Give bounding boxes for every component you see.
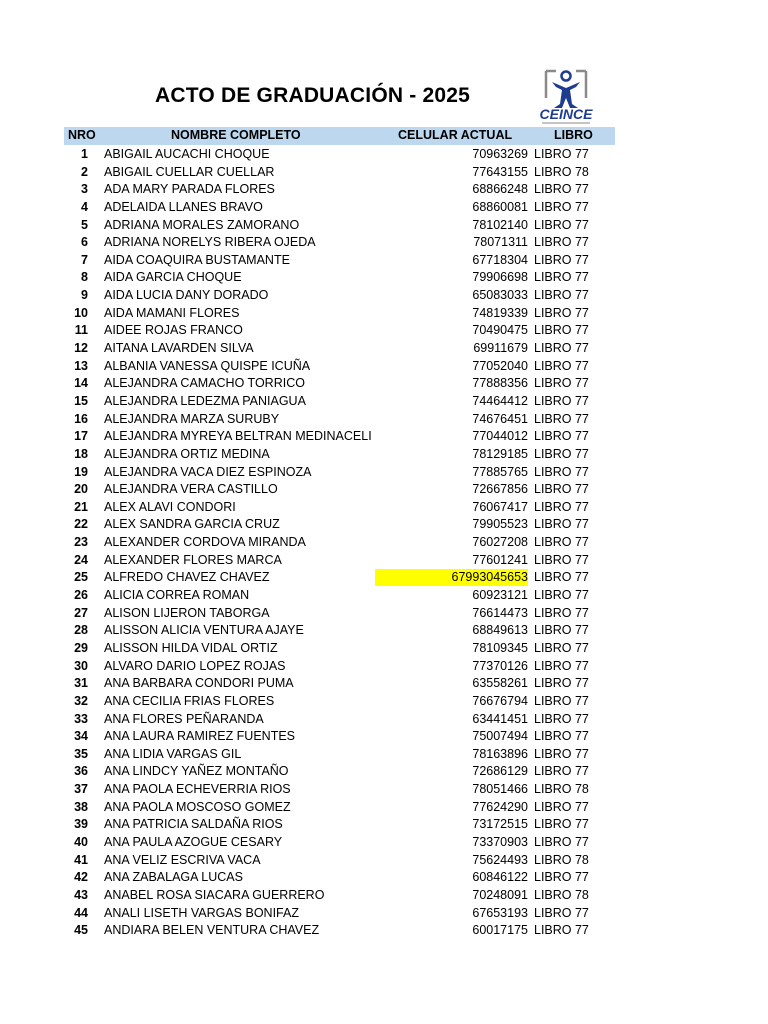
book-number: LIBRO 77	[534, 323, 589, 338]
header-nro: NRO	[68, 128, 96, 142]
row-number: 23	[74, 535, 88, 550]
full-name: ABIGAIL AUCACHI CHOQUE	[104, 147, 270, 161]
book-number: LIBRO 77	[534, 270, 589, 285]
row-number: 8	[81, 270, 88, 285]
full-name: ALICIA CORREA ROMAN	[104, 588, 250, 603]
full-name: ANA PAULA AZOGUE CESARY	[104, 834, 283, 849]
full-name: ANA BARBARA CONDORI PUMA	[104, 676, 294, 691]
row-number: 13	[74, 358, 88, 373]
full-name: ALISSON HILDA VIDAL ORTIZ	[104, 640, 278, 655]
table-row	[64, 640, 615, 658]
phone-number: 68849613	[472, 623, 528, 638]
row-number: 10	[74, 305, 88, 320]
full-name: ALEXANDER FLORES MARCA	[104, 552, 282, 567]
book-number: LIBRO 77	[534, 676, 589, 691]
phone-number: 67653193	[472, 905, 528, 920]
table-row	[64, 834, 615, 852]
phone-number: 73370903	[472, 834, 528, 849]
book-number: LIBRO 77	[534, 147, 589, 161]
header-celular: CELULAR ACTUAL	[398, 128, 513, 142]
book-number: LIBRO 77	[534, 358, 589, 373]
table-row	[64, 393, 615, 411]
phone-number: 78102140	[472, 217, 528, 232]
table-row	[64, 234, 615, 252]
phone-number: 70248091	[472, 887, 528, 902]
full-name: ALEJANDRA VERA CASTILLO	[104, 482, 278, 497]
full-name: ANA CECILIA FRIAS FLORES	[104, 693, 275, 708]
book-number: LIBRO 77	[534, 799, 589, 814]
phone-number: 78051466	[472, 782, 528, 797]
full-name: ADA MARY PARADA FLORES	[104, 182, 275, 197]
book-number: LIBRO 77	[534, 746, 589, 761]
table-row	[64, 587, 615, 605]
full-name: ALFREDO CHAVEZ CHAVEZ	[104, 570, 270, 585]
row-number: 45	[74, 923, 88, 938]
full-name: ALEX ALAVI CONDORI	[104, 499, 236, 514]
book-number: LIBRO 77	[534, 693, 589, 708]
full-name: ANA PATRICIA SALDAÑA RIOS	[104, 817, 283, 832]
table-row	[64, 693, 615, 711]
phone-number: 74819339	[472, 305, 528, 320]
row-number: 31	[74, 676, 88, 691]
row-number: 4	[81, 199, 88, 214]
table-row	[64, 287, 615, 305]
header-nombre: NOMBRE COMPLETO	[171, 128, 301, 142]
table-row	[64, 552, 615, 570]
row-number: 35	[74, 746, 88, 761]
row-number: 15	[74, 393, 88, 408]
book-number: LIBRO 77	[534, 535, 589, 550]
full-name: AIDA COAQUIRA BUSTAMANTE	[104, 252, 290, 267]
book-number: LIBRO 77	[534, 658, 589, 673]
phone-number: 76676794	[472, 693, 528, 708]
table-row	[64, 711, 615, 729]
book-number: LIBRO 77	[534, 764, 589, 779]
table-row	[64, 375, 615, 393]
phone-number: 63558261	[472, 676, 528, 691]
full-name: ALEJANDRA MYREYA BELTRAN MEDINACELI	[104, 429, 372, 444]
table-row	[64, 446, 615, 464]
phone-number: 67718304	[472, 252, 528, 267]
book-number: LIBRO 77	[534, 464, 589, 479]
full-name: ADELAIDA LLANES BRAVO	[104, 199, 263, 214]
phone-number: 70490475	[472, 323, 528, 338]
table-row	[64, 428, 615, 446]
phone-number: 60017175	[472, 923, 528, 938]
table-row	[64, 852, 615, 870]
full-name: AIDA MAMANI FLORES	[104, 305, 240, 320]
book-number: LIBRO 77	[534, 411, 589, 426]
book-number: LIBRO 77	[534, 235, 589, 250]
phone-number: 65083033	[472, 288, 528, 303]
full-name: AIDA GARCIA CHOQUE	[104, 270, 242, 285]
row-number: 43	[74, 887, 88, 902]
book-number: LIBRO 77	[534, 729, 589, 744]
table-row	[64, 322, 615, 340]
row-number: 32	[74, 693, 88, 708]
row-number: 1	[81, 147, 88, 161]
full-name: ANA LINDCY YAÑEZ MONTAÑO	[104, 764, 289, 779]
full-name: ANA LIDIA VARGAS GIL	[104, 746, 242, 761]
phone-number: 77624290	[472, 799, 528, 814]
row-number: 7	[81, 252, 88, 267]
table-row	[64, 199, 615, 217]
header-libro: LIBRO	[554, 128, 593, 142]
table-row	[64, 905, 615, 923]
book-number: LIBRO 78	[534, 852, 589, 867]
row-number: 36	[74, 764, 88, 779]
full-name: AITANA LAVARDEN SILVA	[104, 341, 254, 356]
full-name: ANA ZABALAGA LUCAS	[104, 870, 243, 885]
row-number: 5	[81, 217, 88, 232]
row-number: 26	[74, 588, 88, 603]
full-name: ANA LAURA RAMIREZ FUENTES	[104, 729, 296, 744]
full-name: ALEJANDRA MARZA SURUBY	[104, 411, 280, 426]
phone-number: 78129185	[472, 446, 528, 461]
phone-number: 77601241	[472, 552, 528, 567]
table-header	[64, 127, 615, 145]
book-number: LIBRO 77	[534, 834, 589, 849]
row-number: 17	[74, 429, 88, 444]
ceince-logo-icon	[534, 68, 598, 126]
full-name: ALISON LIJERON TABORGA	[104, 605, 270, 620]
table-row	[64, 605, 615, 623]
row-number: 12	[74, 341, 88, 356]
phone-number: 77370126	[472, 658, 528, 673]
row-number: 39	[74, 817, 88, 832]
row-number: 30	[74, 658, 88, 673]
phone-number: 76614473	[472, 605, 528, 620]
row-number: 38	[74, 799, 88, 814]
table-row	[64, 763, 615, 781]
phone-number: 75624493	[472, 852, 528, 867]
book-number: LIBRO 77	[534, 446, 589, 461]
book-number: LIBRO 77	[534, 217, 589, 232]
book-number: LIBRO 77	[534, 905, 589, 920]
full-name: ANABEL ROSA SIACARA GUERRERO	[104, 887, 325, 902]
row-number: 16	[74, 411, 88, 426]
table-row	[64, 622, 615, 640]
table-row	[64, 746, 615, 764]
phone-number: 74676451	[472, 411, 528, 426]
table-row	[64, 146, 615, 164]
phone-number: 76027208	[472, 535, 528, 550]
phone-number: 67993045653	[375, 569, 528, 586]
phone-number: 77885765	[472, 464, 528, 479]
phone-number: 68866248	[472, 182, 528, 197]
phone-number: 79905523	[472, 517, 528, 532]
full-name: ANALI LISETH VARGAS BONIFAZ	[104, 905, 299, 920]
row-number: 29	[74, 640, 88, 655]
full-name: ALEJANDRA ORTIZ MEDINA	[104, 446, 270, 461]
book-number: LIBRO 77	[534, 623, 589, 638]
row-number: 3	[81, 182, 88, 197]
table-row	[64, 481, 615, 499]
table-row	[64, 164, 615, 182]
book-number: LIBRO 77	[534, 817, 589, 832]
book-number: LIBRO 77	[534, 570, 589, 585]
book-number: LIBRO 78	[534, 782, 589, 797]
book-number: LIBRO 77	[534, 376, 589, 391]
phone-number: 79906698	[472, 270, 528, 285]
row-number: 27	[74, 605, 88, 620]
row-number: 25	[74, 570, 88, 585]
phone-number: 78163896	[472, 746, 528, 761]
book-number: LIBRO 77	[534, 605, 589, 620]
table-row	[64, 816, 615, 834]
phone-number: 70963269	[472, 147, 528, 161]
book-number: LIBRO 77	[534, 252, 589, 267]
row-number: 42	[74, 870, 88, 885]
phone-number: 69911679	[473, 341, 528, 356]
full-name: ALVARO DARIO LOPEZ ROJAS	[104, 658, 286, 673]
book-number: LIBRO 77	[534, 711, 589, 726]
table-row	[64, 181, 615, 199]
row-number: 41	[74, 852, 88, 867]
full-name: ABIGAIL CUELLAR CUELLAR	[104, 164, 275, 179]
table-row	[64, 658, 615, 676]
table-row	[64, 499, 615, 517]
table-row	[64, 569, 615, 587]
phone-number: 60923121	[472, 588, 528, 603]
graduates-table	[64, 146, 615, 940]
table-row	[64, 887, 615, 905]
phone-number: 74464412	[472, 393, 528, 408]
phone-number: 63441451	[472, 711, 528, 726]
full-name: ALEX SANDRA GARCIA CRUZ	[104, 517, 280, 532]
full-name: ANA FLORES PEÑARANDA	[104, 711, 264, 726]
ceince-logo	[534, 68, 598, 126]
book-number: LIBRO 77	[534, 552, 589, 567]
book-number: LIBRO 77	[534, 429, 589, 444]
row-number: 21	[74, 499, 88, 514]
phone-number: 68860081	[472, 199, 528, 214]
row-number: 24	[74, 552, 88, 567]
phone-number: 72686129	[472, 764, 528, 779]
row-number: 11	[74, 323, 88, 338]
table-row	[64, 869, 615, 887]
row-number: 6	[81, 235, 88, 250]
full-name: ALBANIA VANESSA QUISPE ICUÑA	[104, 358, 311, 373]
table-row	[64, 340, 615, 358]
row-number: 44	[74, 905, 88, 920]
table-row	[64, 305, 615, 323]
phone-number: 77643155	[472, 164, 528, 179]
table-row	[64, 534, 615, 552]
book-number: LIBRO 77	[534, 199, 589, 214]
full-name: ADRIANA MORALES ZAMORANO	[104, 217, 300, 232]
table-row	[64, 781, 615, 799]
row-number: 9	[81, 288, 88, 303]
book-number: LIBRO 77	[534, 640, 589, 655]
row-number: 34	[74, 729, 88, 744]
full-name: ANA PAOLA MOSCOSO GOMEZ	[104, 799, 291, 814]
table-row	[64, 217, 615, 235]
book-number: LIBRO 77	[534, 870, 589, 885]
full-name: ALEXANDER CORDOVA MIRANDA	[104, 535, 306, 550]
book-number: LIBRO 77	[534, 588, 589, 603]
book-number: LIBRO 77	[534, 341, 589, 356]
logo-text: CEINCE	[539, 106, 593, 122]
phone-number: 77044012	[472, 429, 528, 444]
full-name: AIDA LUCIA DANY DORADO	[104, 288, 269, 303]
table-row	[64, 799, 615, 817]
phone-number: 73172515	[472, 817, 528, 832]
table-row	[64, 252, 615, 270]
full-name: ADRIANA NORELYS RIBERA OJEDA	[104, 235, 316, 250]
row-number: 14	[74, 376, 88, 391]
row-number: 20	[74, 482, 88, 497]
row-number: 19	[74, 464, 88, 479]
full-name: ALEJANDRA VACA DIEZ ESPINOZA	[104, 464, 312, 479]
phone-number: 60846122	[472, 870, 528, 885]
table-row	[64, 675, 615, 693]
table-row	[64, 728, 615, 746]
full-name: ALISSON ALICIA VENTURA AJAYE	[104, 623, 304, 638]
phone-number: 76067417	[472, 499, 528, 514]
table-row	[64, 922, 615, 940]
book-number: LIBRO 78	[534, 164, 589, 179]
row-number: 37	[74, 782, 88, 797]
full-name: ANDIARA BELEN VENTURA CHAVEZ	[104, 923, 320, 938]
table-row	[64, 358, 615, 376]
book-number: LIBRO 77	[534, 923, 589, 938]
full-name: AIDEE ROJAS FRANCO	[104, 323, 243, 338]
row-number: 40	[74, 834, 88, 849]
book-number: LIBRO 77	[534, 517, 589, 532]
phone-number: 75007494	[472, 729, 528, 744]
row-number: 33	[74, 711, 88, 726]
table-row	[64, 464, 615, 482]
table-row	[64, 269, 615, 287]
book-number: LIBRO 77	[534, 482, 589, 497]
phone-number: 77052040	[472, 358, 528, 373]
book-number: LIBRO 77	[534, 499, 589, 514]
table-row	[64, 516, 615, 534]
book-number: LIBRO 77	[534, 288, 589, 303]
full-name: ANA PAOLA ECHEVERRIA RIOS	[104, 782, 291, 797]
row-number: 22	[74, 517, 88, 532]
row-number: 28	[74, 623, 88, 638]
page-title: ACTO DE GRADUACIÓN - 2025	[155, 84, 470, 107]
book-number: LIBRO 78	[534, 887, 589, 902]
row-number: 18	[74, 446, 88, 461]
book-number: LIBRO 77	[534, 305, 589, 320]
table-row	[64, 411, 615, 429]
phone-number: 78109345	[472, 640, 528, 655]
phone-number: 77888356	[472, 376, 528, 391]
full-name: ANA VELIZ ESCRIVA VACA	[104, 852, 261, 867]
row-number: 2	[81, 164, 88, 179]
full-name: ALEJANDRA CAMACHO TORRICO	[104, 376, 305, 391]
book-number: LIBRO 77	[534, 182, 589, 197]
book-number: LIBRO 77	[534, 393, 589, 408]
phone-number: 72667856	[472, 482, 528, 497]
full-name: ALEJANDRA LEDEZMA PANIAGUA	[104, 393, 306, 408]
phone-number: 78071311	[473, 235, 528, 250]
